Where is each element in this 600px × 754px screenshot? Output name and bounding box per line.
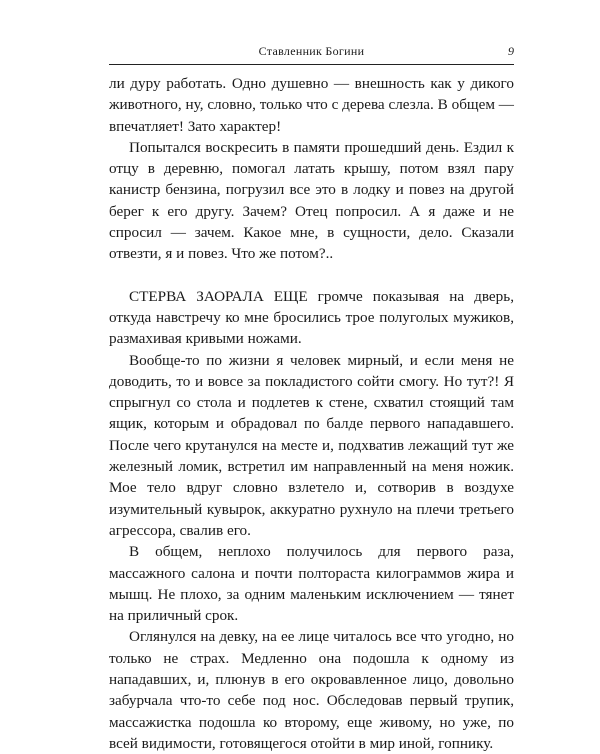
page-header [109, 44, 514, 66]
header-rule [109, 64, 514, 65]
page-number: 9 [508, 44, 514, 58]
section-break [109, 265, 514, 286]
paragraph-6: Оглянулся на девку, на ее лице читалось все что угодно, но только не страх. Медленно она подошла к одному из нападавших, и, плюнув в его окровавленное лицо, довольно забурчала что-то себе под нос. Обследовав первый трупик, массажистка подошла ко второму, еще живому, но уже, по всей видимости, готовящегося отойти в мир иной, гопнику. [109, 628, 514, 752]
running-title: Ставленник Богини [258, 44, 365, 58]
body-text [109, 73, 514, 754]
paragraph-3: СТЕРВА ЗАОРАЛА ЕЩЕ громче показывая на дверь, откуда навстречу ко мне бросились трое полуголых мужиков, размахивая кривыми ножами. [109, 287, 514, 348]
paragraph-1: ли дуру работать. Одно душевно — внешность как у дикого животного, ну, словно, только что с дерева слезла. В общем — впечатляет! Зато характер! [109, 75, 514, 135]
paragraph-5: В общем, неплохо получилось для первого раза, массажного салона и почти полтораста килограммов жира и мышц. Не плохо, за одним маленьким исключением — тянет на приличный срок. [109, 543, 514, 625]
paragraph-2: Попытался воскресить в памяти прошедший день. Ездил к отцу в деревню, помогал латать крышу, потом взял пару канистр бензина, погрузил все это в лодку и повез на другой берег к его другу. Зачем? Отец попросил. А я даже и не спросил — зачем. Какое мне, в сущности, дело. Сказали отвезти, я и повез. Что же потом?.. [109, 138, 514, 263]
paragraph-4: Вообще-то по жизни я человек мирный, и если меня не доводить, то и вовсе за покладистого сойти смогу. Но тут?! Я спрыгнул со стола и подлетев к стене, схватил стоящий там ящик, которым и обрадовал по балде первого нападавшего. После чего крутанулся на месте и, подхватив лежащий тут же железный ломик, встретил им направленный на меня ножик. Мое тело вдруг словно взлетело и, сотворив в воздухе изумительный кувырок, аккуратно рухнуло на плечи третьего агрессора, свалив его. [109, 351, 514, 539]
